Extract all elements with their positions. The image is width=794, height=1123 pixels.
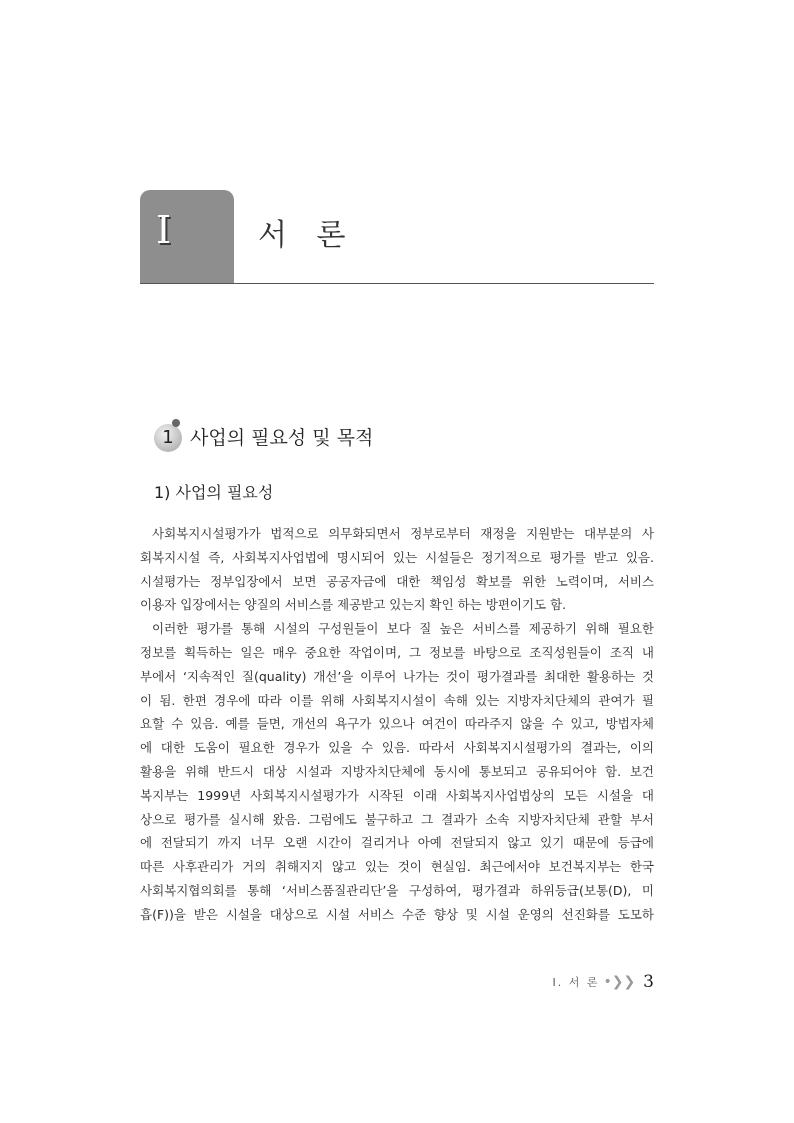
chapter-title: 서 론 <box>258 218 356 253</box>
footer-chapter-label: Ⅰ. 서 론 <box>552 976 600 989</box>
text-line: 회복지시설 즉, 사회복지사업법에 명시되어 있는 시설들은 정기적으로 평가를 받고 있음. <box>140 549 654 565</box>
text-line: 상으로 평가를 실시해 왔음. 그럼에도 불구하고 그 결과가 소속 지방자치단체 관할 부서 <box>140 811 654 827</box>
text-line: 활용을 위해 반드시 대상 시설과 지방자치단체에 동시에 통보되고 공유되어야 함. 보건 <box>140 763 654 779</box>
text-line: 이 됨. 한편 경우에 따라 이를 위해 사회복지시설이 속해 있는 지방자치단체의 관여가 필 <box>140 692 654 708</box>
chapter-numeral: Ⅰ <box>156 208 172 252</box>
text-line: 흡(F))을 받은 시설을 대상으로 시설 서비스 수준 향상 및 시설 운영의 선진화를 도모하 <box>140 906 654 922</box>
chapter-divider <box>140 283 654 284</box>
text-line: 에 전달되기 까지 너무 오랜 시간이 걸리거나 아예 전달되지 않고 있기 때문에 등급에 <box>140 835 654 851</box>
text-line: 사회복지시설평가가 법적으로 의무화되면서 정부로부터 재정을 지원받는 대부분의 사 <box>152 526 654 541</box>
page-footer <box>552 970 654 994</box>
text-line: 이용자 입장에서는 양질의 서비스를 제공받고 있는지 확인 하는 방편이기도 함. <box>140 597 567 613</box>
text-line: 에 대한 도움이 필요한 경우가 있을 수 있음. 따라서 사회복지시설평가의 결과는, 이의 <box>140 740 654 756</box>
text-line: 따른 사후관리가 거의 취해지지 않고 있는 것이 현실임. 최근에서야 보건복지부는 한국 <box>140 859 654 875</box>
page-number: 3 <box>643 972 654 992</box>
body-text <box>140 522 654 927</box>
section-title: 사업의 필요성 및 목적 <box>190 427 374 449</box>
chapter-number-block <box>140 190 234 284</box>
text-line: 복지부는 1999년 사회복지시설평가가 시작된 이래 사회복지사업법상의 모든 시설을 대 <box>140 787 654 803</box>
text-line: 이러한 평가를 통해 시설의 구성원들이 보다 질 높은 서비스를 제공하기 위해 필요한 <box>152 621 654 637</box>
text-line: 사회복지협의회를 통해 ‘서비스품질관리단’을 구성하여, 평가결과 하위등급(보통(D), 미 <box>140 882 654 898</box>
text-line: 정보를 획득하는 일은 매우 중요한 작업이며, 그 정보를 바탕으로 조직성원들이 조직 내 <box>140 644 654 660</box>
section-number-badge <box>154 424 182 452</box>
subsection-title: 1) 사업의 필요성 <box>154 483 274 502</box>
section-number: 1 <box>162 427 174 448</box>
section-badge-dot-icon <box>172 419 180 427</box>
text-line: 요할 수 있음. 예를 들면, 개선의 욕구가 있으나 여건이 따라주지 않을 수 있고, 방법자체 <box>140 716 654 732</box>
text-line: 시설평가는 정부입장에서 보면 공공자금에 대한 책임성 확보를 위한 노력이며, 서비스 <box>140 573 654 589</box>
double-chevron-right-icon: •❯❯ <box>603 974 636 990</box>
text-line: 부에서 ‘지속적인 질(quality) 개선’을 이루어 나가는 것이 평가결과를 최대한 활용하는 것 <box>140 668 654 684</box>
